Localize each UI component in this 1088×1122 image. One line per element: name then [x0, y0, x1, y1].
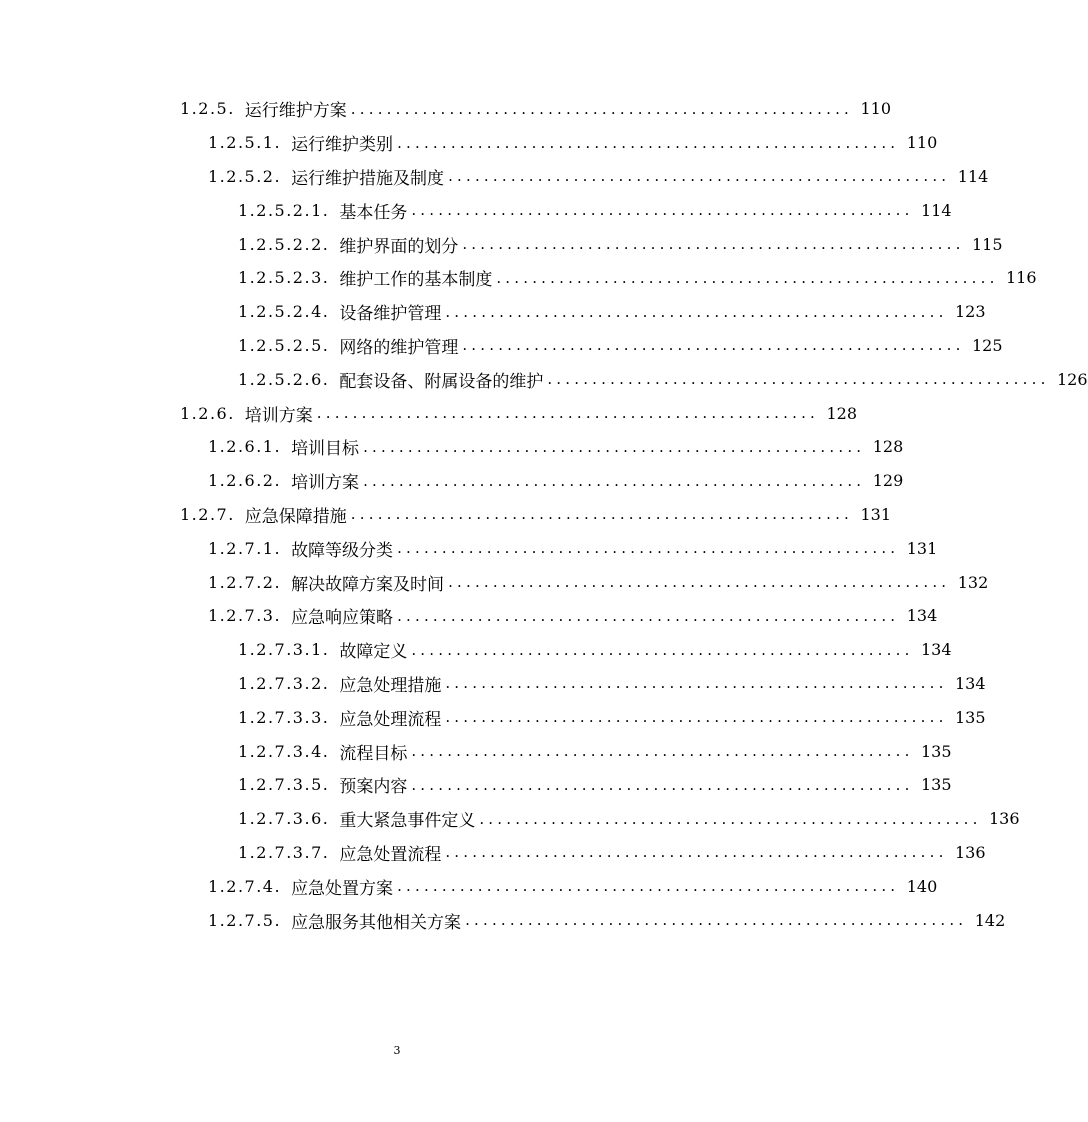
- toc-entry-number: 1.2.7.3.4.: [238, 741, 330, 761]
- toc-dot-leader: ........................................................: [448, 167, 951, 186]
- toc-entry-number: 1.2.6.2.: [208, 471, 282, 491]
- toc-entry[interactable]: [0, 126, 938, 160]
- toc-entry[interactable]: [0, 836, 986, 870]
- toc-entry-number: 1.2.5.2.3.: [238, 268, 330, 288]
- toc-entry-page: 140: [906, 876, 938, 896]
- toc-entry-number: 1.2.7.: [180, 504, 235, 524]
- toc-entry-page: 115: [972, 234, 1003, 254]
- toc-entry[interactable]: [0, 396, 858, 430]
- toc-entry-page: 135: [955, 707, 986, 727]
- toc-entry-page: 136: [989, 809, 1020, 829]
- toc-dot-leader: ........................................................: [411, 640, 914, 659]
- toc-entry-title: 故障等级分类: [291, 540, 394, 561]
- toc-entry-title: 设备维护管理: [339, 304, 442, 325]
- toc-entry[interactable]: [0, 227, 1003, 261]
- toc-entry-title: 基本任务: [339, 202, 408, 223]
- toc-dot-leader: ........................................................: [465, 911, 968, 930]
- toc-entry-number: 1.2.7.1.: [208, 538, 282, 558]
- toc-entry[interactable]: [0, 160, 989, 194]
- toc-entry-title: 培训方案: [244, 405, 313, 426]
- toc-entry[interactable]: [0, 768, 952, 802]
- toc-dot-leader: ........................................................: [479, 809, 982, 828]
- toc-entry[interactable]: [0, 667, 986, 701]
- toc-entry-number: 1.2.6.1.: [208, 437, 282, 457]
- toc-entry-title: 应急处理流程: [339, 709, 442, 730]
- toc-entry-number: 1.2.5.: [180, 99, 235, 119]
- toc-entry-page: 136: [955, 842, 986, 862]
- toc-entry-number: 1.2.5.2.5.: [238, 335, 330, 355]
- toc-entry-title: 维护工作的基本制度: [339, 270, 493, 291]
- toc-entry-page: 126: [1057, 369, 1088, 389]
- toc-entry-number: 1.2.5.2.6.: [238, 369, 330, 389]
- toc-entry[interactable]: [0, 700, 986, 734]
- toc-entry-title: 解决故障方案及时间: [291, 574, 445, 595]
- toc-entry-title: 重大紧急事件定义: [339, 811, 476, 832]
- toc-dot-leader: ........................................................: [350, 505, 854, 524]
- toc-entry-page: 128: [872, 437, 904, 457]
- toc-entry-title: 应急处置方案: [291, 878, 394, 899]
- toc-entry-page: 132: [957, 572, 989, 592]
- toc-entry-page: 129: [872, 471, 904, 491]
- toc-entry-title: 培训目标: [291, 439, 360, 460]
- toc-entry-number: 1.2.5.2.1.: [238, 200, 330, 220]
- toc-entry-title: 维护界面的划分: [339, 236, 459, 257]
- toc-entry-page: 110: [906, 133, 938, 153]
- toc-dot-leader: ........................................................: [496, 268, 999, 287]
- page-number: 3: [393, 1044, 401, 1057]
- toc-entry-title: 运行维护类别: [291, 135, 394, 156]
- toc-entry-number: 1.2.7.3.2.: [238, 673, 330, 693]
- toc-entry[interactable]: [0, 565, 989, 599]
- toc-dot-leader: ........................................................: [462, 235, 965, 254]
- toc-dot-leader: ........................................................: [397, 606, 900, 625]
- toc-entry-title: 网络的维护管理: [339, 337, 459, 358]
- toc-dot-leader: ........................................................: [445, 708, 948, 727]
- toc-entry-title: 应急服务其他相关方案: [291, 912, 462, 933]
- toc-entry-page: 134: [921, 640, 952, 660]
- toc-entry-title: 故障定义: [339, 642, 408, 663]
- toc-entry-number: 1.2.6.: [180, 403, 235, 423]
- toc-entry-title: 流程目标: [339, 743, 408, 764]
- toc-entry[interactable]: [0, 92, 892, 126]
- toc-entry-page: 128: [826, 403, 858, 423]
- toc-entry-title: 应急响应策略: [291, 608, 394, 629]
- toc-entry-number: 1.2.7.3.3.: [238, 707, 330, 727]
- toc-entry-number: 1.2.7.2.: [208, 572, 282, 592]
- toc-entry-title: 培训方案: [291, 473, 360, 494]
- toc-entry-page: 125: [972, 335, 1003, 355]
- toc-entry-page: 142: [974, 910, 1006, 930]
- toc-dot-leader: ........................................................: [363, 471, 866, 490]
- toc-dot-leader: ........................................................: [411, 201, 914, 220]
- toc-dot-leader: ........................................................: [462, 336, 965, 355]
- toc-entry-number: 1.2.5.1.: [208, 133, 282, 153]
- toc-dot-leader: ........................................................: [363, 437, 866, 456]
- toc-entry[interactable]: [0, 531, 938, 565]
- toc-dot-leader: ........................................................: [397, 877, 900, 896]
- toc-entry[interactable]: [0, 734, 952, 768]
- toc-entry-number: 1.2.7.4.: [208, 876, 282, 896]
- toc-entry-page: 116: [1006, 268, 1037, 288]
- toc-dot-leader: ........................................................: [350, 99, 854, 118]
- toc-entry-title: 预案内容: [339, 777, 408, 798]
- toc-dot-leader: ........................................................: [445, 843, 948, 862]
- toc-dot-leader: ........................................................: [445, 674, 948, 693]
- toc-entry-page: 131: [906, 538, 938, 558]
- toc-entry[interactable]: [0, 295, 986, 329]
- toc-entry-page: 135: [921, 741, 952, 761]
- toc-entry-number: 1.2.5.2.: [208, 166, 282, 186]
- toc-entry-number: 1.2.7.5.: [208, 910, 282, 930]
- toc-entry-page: 123: [955, 302, 986, 322]
- toc-dot-leader: ........................................................: [411, 742, 914, 761]
- toc-entry-title: 配套设备、附属设备的维护: [339, 371, 544, 392]
- toc-entry-number: 1.2.7.3.: [208, 606, 282, 626]
- toc-entry-page: 114: [921, 200, 952, 220]
- toc-entry-number: 1.2.5.2.4.: [238, 302, 330, 322]
- toc-entry[interactable]: [0, 362, 1088, 396]
- toc-entry-number: 1.2.5.2.2.: [238, 234, 330, 254]
- toc-entry-title: 运行维护方案: [244, 101, 347, 122]
- toc-entry-page: 134: [906, 606, 938, 626]
- toc-entry-number: 1.2.7.3.7.: [238, 842, 330, 862]
- toc-entry-page: 114: [957, 166, 989, 186]
- toc-entry[interactable]: [0, 903, 1006, 937]
- toc-entry[interactable]: [0, 430, 904, 464]
- toc-entry[interactable]: [0, 869, 938, 903]
- toc-dot-leader: ........................................................: [448, 573, 951, 592]
- toc-entry-title: 应急处理措施: [339, 675, 442, 696]
- toc-dot-leader: ........................................................: [445, 302, 948, 321]
- table-of-contents: [0, 92, 1088, 937]
- toc-dot-leader: ........................................................: [547, 370, 1050, 389]
- toc-entry-number: 1.2.7.3.1.: [238, 640, 330, 660]
- toc-entry[interactable]: [0, 464, 904, 498]
- toc-entry-number: 1.2.7.3.6.: [238, 809, 330, 829]
- toc-entry-page: 134: [955, 673, 986, 693]
- toc-entry[interactable]: [0, 498, 892, 532]
- toc-dot-leader: ........................................................: [397, 539, 900, 558]
- toc-entry[interactable]: [0, 802, 1020, 836]
- toc-entry-page: 135: [921, 775, 952, 795]
- toc-entry-page: 131: [860, 504, 892, 524]
- toc-dot-leader: ........................................................: [411, 775, 914, 794]
- toc-entry-number: 1.2.7.3.5.: [238, 775, 330, 795]
- toc-entry-title: 运行维护措施及制度: [291, 168, 445, 189]
- toc-entry[interactable]: [0, 329, 1003, 363]
- toc-entry[interactable]: [0, 599, 938, 633]
- toc-dot-leader: ........................................................: [316, 404, 820, 423]
- toc-entry-title: 应急处置流程: [339, 844, 442, 865]
- toc-dot-leader: ........................................................: [397, 133, 900, 152]
- toc-entry[interactable]: [0, 193, 952, 227]
- toc-entry[interactable]: [0, 261, 1037, 295]
- toc-entry-title: 应急保障措施: [244, 506, 347, 527]
- toc-entry[interactable]: [0, 633, 952, 667]
- toc-entry-page: 110: [860, 99, 892, 119]
